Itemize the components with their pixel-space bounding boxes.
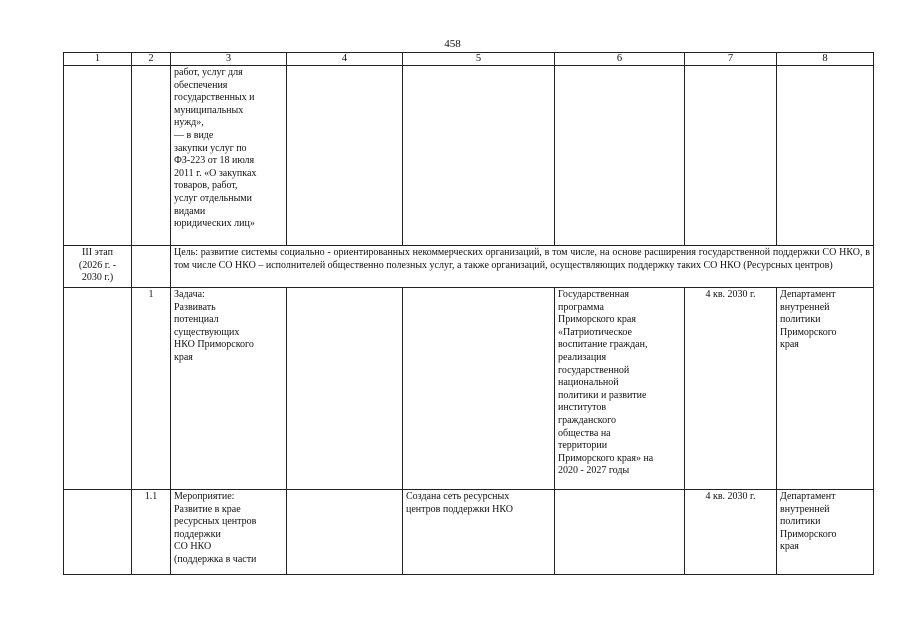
table-cell xyxy=(287,288,403,490)
column-header: 7 xyxy=(685,53,777,66)
table-cell xyxy=(403,288,555,490)
column-header: 1 xyxy=(64,53,132,66)
table-cell xyxy=(403,66,555,246)
column-header: 5 xyxy=(403,53,555,66)
table-cell xyxy=(171,288,287,490)
task-responsible: Департамент внутренней политики Приморского края xyxy=(780,289,837,351)
column-header-row xyxy=(64,53,874,66)
stage-goal: Цель: развитие системы социально - ориентированных некоммерческих организаций, в том числе, на основе расширения государственной поддержки СО НКО, в том числе СО НКО – исполнителей общественно полезных услуг, а также организаций, осуществляющих поддержку таких СО НКО (Ресурсных центров) xyxy=(171,246,874,288)
table-cell xyxy=(555,66,685,246)
column-header: 2 xyxy=(132,53,171,66)
continuation-text: работ, услуг для обеспечения государственных и муниципальных нужд», — в виде закупки услуг по ФЗ-223 от 18 июля 2011 г. «О закупках товаров, работ, услуг отдельными видами юридических лиц» xyxy=(174,67,257,230)
stage-row xyxy=(64,246,874,288)
measure-text: Мероприятие: Развитие в крае ресурсных центров поддержки СО НКО (поддержка в части xyxy=(174,491,257,565)
column-header: 8 xyxy=(777,53,874,66)
program-text: Государственная программа Приморского края «Патриотическое воспитание граждан, реализация государственной национальной политики и развитие институтов гражданского общества на территории Приморского края» на 2020 - 2027 годы xyxy=(558,289,654,477)
page-number: 458 xyxy=(444,38,461,50)
measure-row xyxy=(64,490,874,575)
table-cell xyxy=(132,246,171,288)
table-cell xyxy=(777,288,874,490)
table-cell xyxy=(555,288,685,490)
table-cell xyxy=(171,490,287,575)
task-row xyxy=(64,288,874,490)
task-number: 1 xyxy=(132,288,171,490)
table-cell xyxy=(64,246,132,288)
table-cell xyxy=(287,66,403,246)
table-cell xyxy=(777,490,874,575)
table-cell xyxy=(777,66,874,246)
table-cell xyxy=(555,490,685,575)
measure-result: Создана сеть ресурсных центров поддержки НКО xyxy=(406,491,514,515)
table-cell xyxy=(287,490,403,575)
stage-label: III этап (2026 г. - 2030 г.) xyxy=(78,247,117,284)
table-cell xyxy=(132,66,171,246)
table-row xyxy=(64,66,874,246)
table-cell xyxy=(171,66,287,246)
measure-number: 1.1 xyxy=(132,490,171,575)
column-header: 6 xyxy=(555,53,685,66)
task-text: Задача: Развивать потенциал существующих НКО Приморского края xyxy=(174,289,254,363)
table-cell xyxy=(64,490,132,575)
table-cell xyxy=(685,66,777,246)
task-deadline: 4 кв. 2030 г. xyxy=(685,288,777,490)
table-cell xyxy=(64,288,132,490)
column-header: 4 xyxy=(287,53,403,66)
table-cell xyxy=(64,66,132,246)
program-table xyxy=(63,52,874,575)
column-header: 3 xyxy=(171,53,287,66)
table-cell xyxy=(403,490,555,575)
measure-responsible: Департамент внутренней политики Приморского края xyxy=(780,491,837,553)
measure-deadline: 4 кв. 2030 г. xyxy=(685,490,777,575)
